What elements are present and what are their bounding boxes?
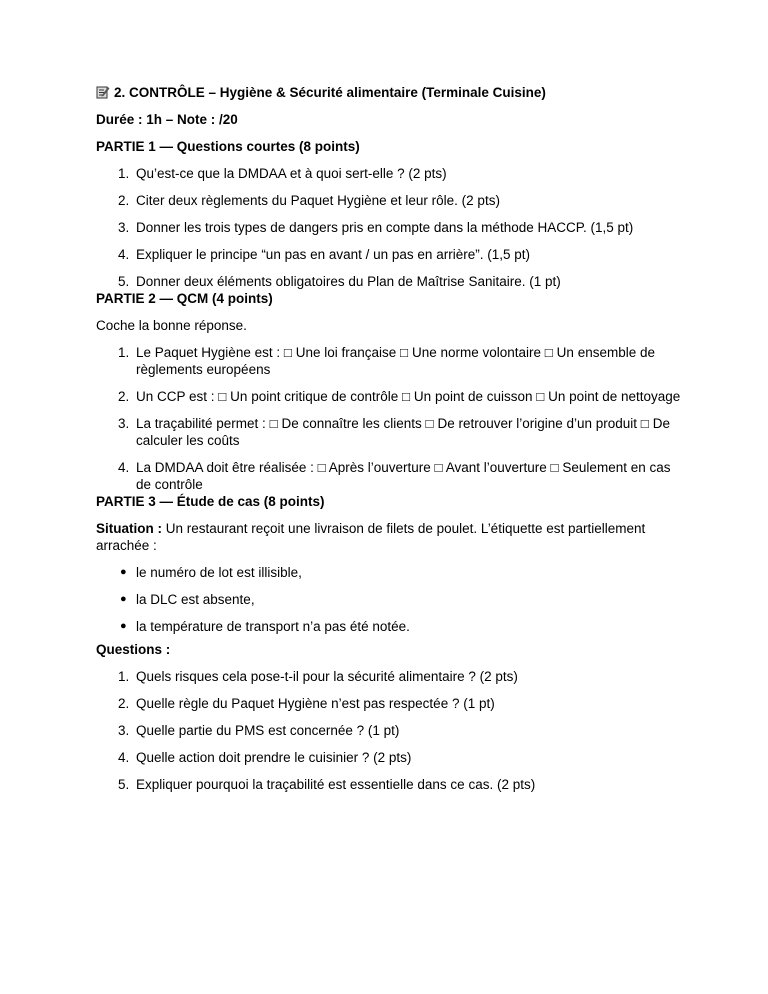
- list-item: 2. Quelle règle du Paquet Hygiène n’est pas respectée ? (1 pt): [118, 696, 495, 711]
- part2-instruction: Coche la bonne réponse.: [96, 318, 247, 333]
- bullet-item: ● la DLC est absente,: [120, 592, 255, 607]
- list-item: 3. La traçabilité permet : □ De connaître les clients □ De retrouver l’origine d’un produit □ De calculer les coûts: [118, 416, 670, 448]
- part3-questions: [96, 668, 686, 793]
- exam-meta: Durée : 1h – Note : /20: [96, 112, 238, 127]
- list-item: 4. La DMDAA doit être réalisée : □ Après l’ouverture □ Avant l’ouverture □ Seulement en cas de contrôle: [118, 460, 671, 492]
- list-item: 5. Expliquer pourquoi la traçabilité est essentielle dans ce cas. (2 pts): [118, 777, 536, 792]
- list-item: 1. Qu’est-ce que la DMDAA et à quoi sert-elle ? (2 pts): [118, 166, 447, 181]
- document-body: [96, 84, 686, 793]
- list-item: 4. Quelle action doit prendre le cuisinier ? (2 pts): [118, 750, 412, 765]
- part2-list: [96, 344, 686, 493]
- situation-paragraph: Situation : Un restaurant reçoit une livraison de filets de poulet. L’étiquette est partiellement arrachée :: [96, 521, 646, 553]
- list-item: 1. Le Paquet Hygiène est : □ Une loi française □ Une norme volontaire □ Un ensemble de règlements européens: [118, 345, 655, 377]
- document-title: 2. CONTRÔLE – Hygiène & Sécurité alimentaire (Terminale Cuisine): [114, 85, 546, 100]
- list-item: 2. Un CCP est : □ Un point critique de contrôle □ Un point de cuisson □ Un point de nettoyage: [118, 389, 681, 404]
- list-item: 1. Quels risques cela pose-t-il pour la sécurité alimentaire ? (2 pts): [118, 669, 518, 684]
- list-item: 2. Citer deux règlements du Paquet Hygiène et leur rôle. (2 pts): [118, 193, 500, 208]
- list-item: 3. Quelle partie du PMS est concernée ? (1 pt): [118, 723, 400, 738]
- part3-heading: PARTIE 3 — Étude de cas (8 points): [96, 494, 325, 509]
- list-item: 3. Donner les trois types de dangers pris en compte dans la méthode HACCP. (1,5 pt): [118, 220, 634, 235]
- list-item: 4. Expliquer le principe “un pas en avant / un pas en arrière”. (1,5 pt): [118, 247, 530, 262]
- list-item: 5. Donner deux éléments obligatoires du Plan de Maîtrise Sanitaire. (1 pt): [118, 274, 561, 289]
- bullet-item: ● le numéro de lot est illisible,: [120, 565, 302, 580]
- bullet-item: ● la température de transport n’a pas été notée.: [120, 619, 410, 634]
- memo-icon: [96, 85, 110, 99]
- part1-list: [96, 165, 686, 290]
- document-title-row: [96, 84, 686, 101]
- questions-label: Questions :: [96, 642, 171, 657]
- situation-bullets: [96, 564, 686, 635]
- part1-heading: PARTIE 1 — Questions courtes (8 points): [96, 139, 360, 154]
- part2-heading: PARTIE 2 — QCM (4 points): [96, 291, 273, 306]
